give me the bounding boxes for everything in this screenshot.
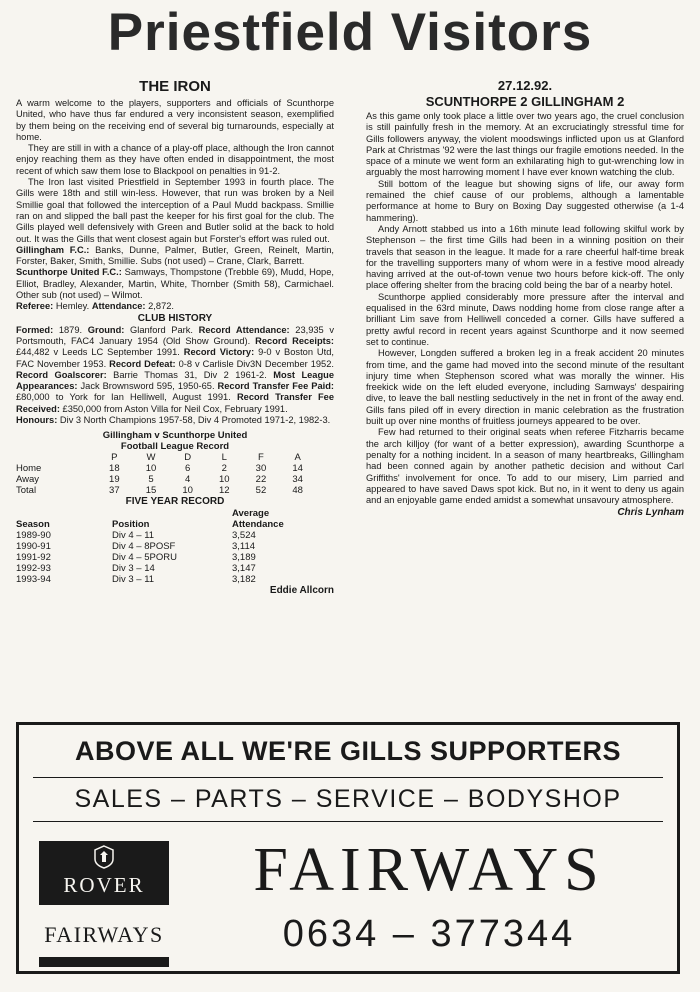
table-cell: 19 [109, 474, 120, 486]
table-cell: 14 [292, 463, 303, 475]
table-cell: Div 3 – 14 [112, 563, 155, 575]
scunthorpe-team: Samways, Thompstone (Trebble 69), Mudd, Hope, Elliot, Bradley, Alexander, Martin, White, Thornber (Smith 58), Carmichael. Other sub (not used) – Wilmot. [16, 267, 334, 301]
table-header-cell: P [111, 452, 118, 464]
right-column [366, 78, 684, 520]
fairways-small-wordmark: FAIRWAYS [44, 922, 164, 947]
gillingham-label: Gillingham F.C.: [16, 244, 90, 255]
honours-value: Div 3 North Champions 1957-58, Div 4 Promoted 1971-2, 1982-3. [59, 415, 331, 426]
advert-headline: ABOVE ALL WE'RE GILLS SUPPORTERS [75, 736, 621, 766]
record-attendance-label: Record Attendance: [198, 324, 290, 335]
advert-divider [33, 821, 663, 822]
table-cell: Div 3 – 11 [112, 574, 155, 586]
report-paragraph-6: Few had returned to their original seats when referee Fitzharris became the arch killjoy (for want of a better expression), awarding Scunthorpe a penalty for a nothing incident. In a season of many heartbreaks, Gillingham had been conned again by another pathetic decision and without Carl Griffiths' involvement for once. To add to our misery, Lim parried and appeared to have saved Daws spot kick. But no, in it went to deny us again and an enjoyable game ended amidst a somewhat unsavoury atmosphere. [366, 427, 684, 506]
fee-received-label: Record Transfer Fee Received: [16, 392, 335, 414]
table-cell [112, 508, 232, 519]
table-cell: 4 [184, 474, 191, 486]
table-header-cell: F [258, 452, 264, 464]
record-receipts-label: Record Receipts: [255, 335, 334, 346]
league-record-title-1: Gillingham v Scunthorpe United [102, 430, 248, 442]
table-cell: 3,114 [232, 541, 256, 553]
table-cell: Div 4 – 5PORU [112, 552, 177, 564]
table-cell: 10 [182, 485, 193, 497]
match-date: 27.12.92. [497, 78, 553, 93]
intro-paragraph-1: A warm welcome to the players, supporters and officials of Scunthorpe United, who have thus far endured a very inconsistent season, exemplified by them being on the receiving end of several big turnarounds, especially at home. [16, 98, 334, 142]
table-row [16, 530, 334, 541]
referee-line [16, 301, 334, 312]
scunthorpe-label: Scunthorpe United F.C.: [16, 267, 122, 278]
fee-paid-label: Record Transfer Fee Paid: [217, 381, 334, 392]
table-cell: Away [16, 474, 40, 486]
record-victory-value: 9-0 v Boston Utd, FAC November 1953. [16, 347, 334, 369]
position-header: Position [112, 519, 150, 531]
league-record-title-2: Football League Record [120, 441, 230, 453]
club-history-heading: CLUB HISTORY [137, 312, 213, 324]
table-cell: 52 [255, 485, 267, 497]
table-cell: 1991-92 [16, 552, 51, 564]
table-header-cell: L [221, 452, 227, 464]
average-header: Average [232, 508, 270, 520]
honours-line [16, 415, 334, 426]
record-defeat-label: Record Defeat: [109, 358, 176, 369]
table-header-cell [16, 452, 96, 463]
phone-number: 0634 – 377344 [282, 913, 576, 955]
referee-label: Referee: [16, 301, 54, 312]
rover-logo [39, 841, 169, 905]
table-row [16, 463, 316, 474]
scunthorpe-lineup [16, 267, 334, 301]
table-cell [16, 508, 112, 519]
fairways-big-wordmark: FAIRWAYS [253, 836, 605, 904]
table-cell: 10 [145, 463, 157, 475]
rover-emblem-icon [93, 845, 115, 869]
intro-paragraph-2: They are still in with a chance of a play-off place, although the Iron cannot enjoy reaching them as they have often ended in disappointment, the most recent of which saw them lose to Blackpool on penalties in 91-2. [16, 143, 334, 176]
report-paragraph-3: Andy Arnott stabbed us into a 16th minute lead following skilful work by Stephenson – the first time Gills had been in a winning position on their travels that season in the league. It made for a rare cheerful half-time break for the travelling supporters many of whom were in a festive mood already having arrived at the out-of-town venue two hours before kick-off. The only place offering shelter from the bracing cold being the bar of a nearby hotel. [366, 223, 684, 291]
table-cell: Div 4 – 11 [112, 530, 155, 542]
left-column [16, 78, 334, 597]
table-cell: 1993-94 [16, 574, 51, 586]
attendance-header: Attendance [232, 519, 284, 531]
fee-received-value: £350,000 from Aston Villa for Neil Cox, February 1991. [62, 403, 288, 414]
table-cell: Home [16, 463, 42, 475]
table-cell: 15 [145, 485, 157, 497]
formed-value: 1879. [58, 324, 83, 335]
attendance-value: 2,872. [148, 301, 174, 312]
table-cell: 10 [219, 474, 230, 486]
report-paragraph-1: As this game only took place a little over two years ago, the cruel conclusion is still painfully fresh in the memory. At an excruciatingly stressful time for Gills followers anyway, the violent moodswings inflicted upon us at Glanford Park at Christmas '92 were the last things our fragile emotions needed. In the space of a minute we went form an exhilarating high to gut-wrenching low in arguably the most harrowing moment I have ever known watching the club. [366, 111, 684, 178]
table-row [16, 541, 334, 552]
table-header-cell: D [184, 452, 192, 464]
intro-paragraph-3: The Iron last visited Priestfield in September 1993 in fourth place. The Gills were 18th and still win-less. However, that run was broken by a Neil Smillie goal that followed the interception of a Paul Mudd backpass. Smillie ran on and slipped the ball past the keeper for his first goal for the club. The Gills played well defensively with Green and Butler solid at the back to hold out. It was the Gills that went closest again but Forster's effort was ruled out. [16, 177, 334, 244]
table-cell: 30 [255, 463, 267, 475]
table-row [16, 574, 334, 585]
table-cell: Total [16, 485, 37, 497]
table-cell: 3,182 [232, 574, 256, 586]
attendance-label: Attendance: [91, 301, 146, 312]
ground-value: Glanford Park. [130, 324, 193, 335]
fee-paid-value: £80,000 to York for Ian Helliwell, August 1991. [16, 392, 231, 403]
left-heading: THE IRON [139, 78, 211, 95]
table-cell: 5 [148, 474, 154, 486]
table-row [16, 563, 334, 574]
table-cell: 37 [109, 485, 120, 497]
ground-label: Ground: [87, 324, 125, 335]
table-row [16, 474, 316, 485]
five-year-header-row [16, 519, 334, 530]
table-cell: 48 [292, 485, 303, 497]
table-header-cell: A [294, 452, 301, 464]
table-cell: Div 4 – 8POSF [112, 541, 176, 553]
right-author: Chris Lynham [617, 507, 684, 519]
table-cell: 12 [219, 485, 230, 497]
five-year-title: FIVE YEAR RECORD [125, 496, 225, 508]
logo-bar [39, 957, 169, 967]
page-title: Priestfield Visitors [107, 3, 593, 62]
report-paragraph-2: Still bottom of the league but showing signs of life, our away form remained the chief cause of our problems, although a lamentable performance at home to Bury on Boxing Day suggested otherwise (a 1-4 hammering). [366, 178, 684, 223]
table-cell: 3,524 [232, 530, 256, 542]
league-record-header-row [16, 452, 316, 463]
record-receipts-value: £44,482 v Leeds LC September 1991. [16, 347, 180, 358]
five-year-table [16, 508, 334, 585]
formed-label: Formed: [16, 324, 54, 335]
season-header: Season [16, 519, 50, 531]
table-cell: 18 [109, 463, 120, 475]
rover-wordmark: ROVER [63, 873, 145, 897]
referee-name: Hemley. [55, 301, 90, 312]
report-paragraph-4: Scunthorpe applied considerably more pressure after the interval and equalised in the 63rd minute, Daws nodding home from close range after a brilliant Lim save from Helliwell conceded a corner. Gills have suffered a pretty awful record in recent years against Scunthorpe and it now seemed set to continue. [366, 291, 684, 347]
gillingham-team: Banks, Dunne, Palmer, Butler, Green, Reinelt, Martin, Forster, Baker, Smith, Smillie. Subs (not used) – Crane, Clark, Barrett. [16, 244, 334, 267]
advert-services: SALES – PARTS – SERVICE – BODYSHOP [74, 785, 622, 813]
table-cell: 1992-93 [16, 563, 51, 575]
most-appearances-label: Most League Appearances: [16, 369, 334, 392]
record-victory-label: Record Victory: [183, 347, 255, 358]
record-attendance-value: 23,935 v Portsmouth, FAC4 January 1954 (Old Show Ground). [16, 324, 334, 346]
advert-divider [33, 777, 663, 778]
table-cell: 22 [255, 474, 267, 486]
record-goalscorer-label: Record Goalscorer: [16, 369, 107, 380]
honours-label: Honours: [16, 415, 58, 426]
match-heading: SCUNTHORPE 2 GILLINGHAM 2 [425, 94, 625, 109]
table-cell: 1989-90 [16, 530, 51, 542]
table-row [16, 485, 316, 496]
table-cell: 1990-91 [16, 541, 51, 553]
table-cell: 3,189 [232, 552, 256, 564]
league-record-table [16, 452, 316, 496]
left-author: Eddie Allcorn [269, 585, 334, 597]
record-goalscorer-value: Barrie Thomas 31, Div 2 1961-2. [113, 369, 267, 380]
five-year-avg-row [16, 508, 334, 519]
table-cell: 34 [292, 474, 303, 486]
gillingham-lineup [16, 245, 334, 268]
table-row [16, 552, 334, 563]
report-paragraph-5: However, Longden suffered a broken leg in a freak accident 20 minutes from time, and the game had moved into the second minute of the resultant injury time when Stephenson scored what was morally the winner. His freekick wide on the left eluded everyone, including Samways' despairing dive, to leave the ball nestling seductively in the net in front of the away end. Gills fans piled off in every direction in manic celebration as the frustration built up over nine months of fruitless journeys appeared to be over. [366, 348, 684, 427]
club-history-text [16, 325, 334, 415]
fairways-advert [16, 722, 680, 974]
table-cell: 6 [184, 463, 191, 475]
most-appearances-value: Jack Brownsword 595, 1950-65. [80, 381, 215, 392]
table-header-cell: W [146, 452, 156, 464]
table-cell: 3,147 [232, 563, 256, 575]
table-cell: 2 [221, 463, 227, 475]
record-defeat-value: 0-8 v Carlisle Div3N December 1952. [178, 358, 334, 369]
